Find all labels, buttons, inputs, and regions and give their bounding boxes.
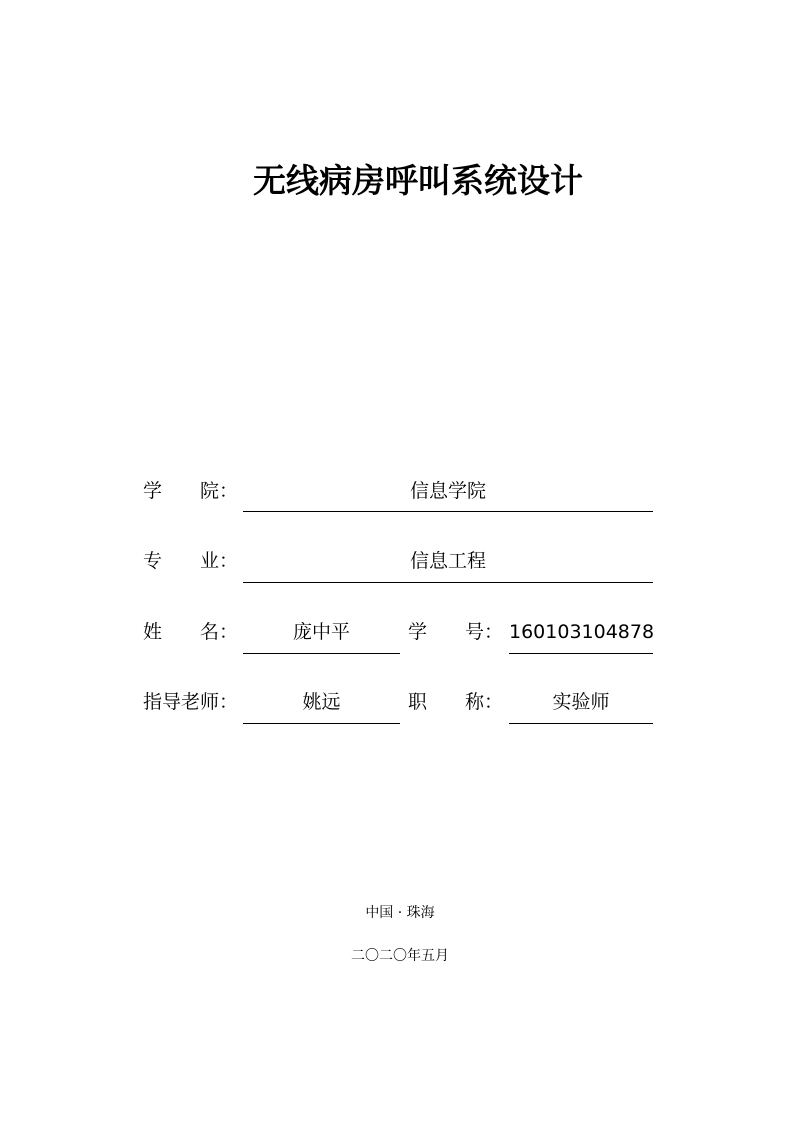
college-underline — [243, 511, 653, 512]
title-rank-underline — [509, 723, 653, 724]
footer-place: 中国 · 珠海 — [365, 905, 435, 921]
thesis-title: 无线病房呼叫系统设计 — [253, 161, 583, 200]
major-label: 专 业： — [143, 550, 239, 572]
student-id-underline — [509, 653, 653, 654]
name-underline — [243, 653, 400, 654]
name-value: 庞中平 — [292, 621, 350, 643]
college-value: 信息学院 — [409, 480, 486, 502]
student-id-label: 学 号： — [408, 621, 504, 643]
major-underline — [243, 582, 653, 583]
advisor-underline — [243, 723, 400, 724]
title-rank-label: 职 称： — [408, 691, 504, 713]
title-rank-value: 实验师 — [552, 691, 610, 713]
college-label: 学 院： — [143, 480, 239, 502]
advisor-value: 姚远 — [302, 691, 341, 713]
name-label: 姓 名： — [143, 621, 239, 643]
major-value: 信息工程 — [409, 550, 486, 572]
student-id-value: 160103104878 — [509, 621, 655, 643]
advisor-label: 指导老师： — [143, 691, 239, 713]
footer-date: 二〇二〇年五月 — [351, 948, 449, 964]
